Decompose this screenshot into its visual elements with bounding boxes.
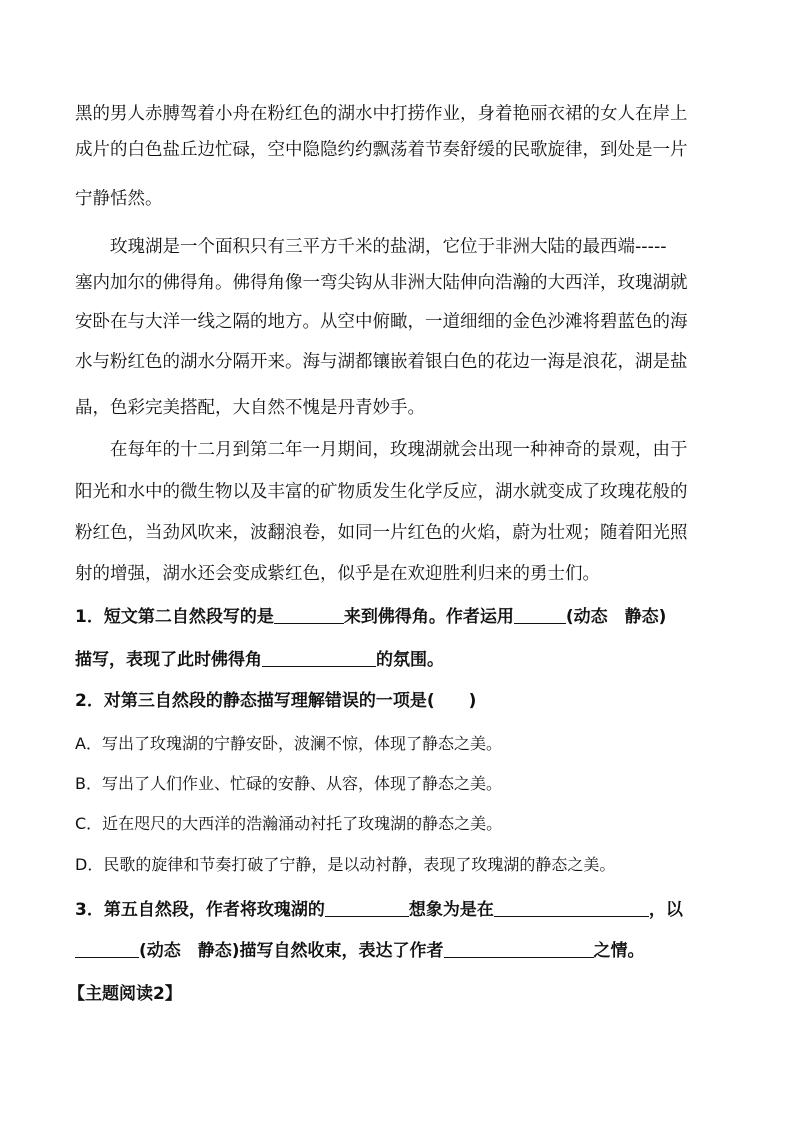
q3-blank-3[interactable] xyxy=(75,939,139,958)
q3-text-a: 3．第五自然段，作者将玫瑰湖的 xyxy=(75,900,325,920)
q3-text-b: 想象为是在 xyxy=(408,900,494,920)
passage-p3-line-3: 粉红色，当劲风吹来，波翻浪卷，如同一片红色的火焰，蔚为壮观；随着阳光照 xyxy=(75,523,688,543)
q2-option-d[interactable]: D．民歌的旋律和节奏打破了宁静，是以动衬静，表现了玫瑰湖的静态之美。 xyxy=(75,855,616,874)
question-3-line-1 xyxy=(75,898,683,922)
q1-text-d: 描写，表现了此时佛得角 xyxy=(75,650,262,670)
q2-option-c[interactable]: C．近在咫尺的大西洋的浩瀚涌动衬托了玫瑰湖的静态之美。 xyxy=(75,814,503,833)
passage-p3-line-4: 射的增强，湖水还会变成紫红色，似乎是在欢迎胜利归来的勇士们。 xyxy=(75,564,600,584)
passage-p2-line-5: 晶，色彩完美搭配，大自然不愧是丹青妙手。 xyxy=(75,398,425,418)
question-2-stem: 2．对第三自然段的静态描写理解错误的一项是( ) xyxy=(75,691,477,711)
passage-p3-line-2: 阳光和水中的微生物以及丰富的矿物质发生化学反应，湖水就变成了玫瑰花般的 xyxy=(75,482,688,502)
q2-option-b[interactable]: B．写出了人们作业、忙碌的安静、从容，体现了静态之美。 xyxy=(75,774,502,793)
q3-text-d: (动态 静态)描写自然收束，表达了作者 xyxy=(139,941,444,961)
q3-blank-2[interactable] xyxy=(494,898,649,917)
passage-p2-line-2: 塞内加尔的佛得角。佛得角像一弯尖钩从非洲大陆伸向浩瀚的大西洋，玫瑰湖就 xyxy=(75,273,688,293)
question-3-line-2 xyxy=(75,939,645,963)
question-1-line-1 xyxy=(75,605,666,629)
q3-blank-4[interactable] xyxy=(444,939,594,958)
passage-p3-line-1: 在每年的十二月到第二年一月期间，玫瑰湖就会出现一种神奇的景观，由于 xyxy=(110,440,688,460)
q2-option-a[interactable]: A．写出了玫瑰湖的宁静安卧，波澜不惊，体现了静态之美。 xyxy=(75,734,502,753)
q3-blank-1[interactable] xyxy=(325,898,409,917)
passage-p2-line-1: 玫瑰湖是一个面积只有三平方千米的盐湖，它位于非洲大陆的最西端----- xyxy=(110,237,667,257)
q3-text-c: ，以 xyxy=(648,900,683,920)
passage-p1-line-2: 成片的白色盐丘边忙碌，空中隐隐约约飘荡着节奏舒缓的民歌旋律，到处是一片 xyxy=(75,140,688,160)
q1-text-b: 来到佛得角。作者运用 xyxy=(343,607,514,627)
passage-p2-line-4: 水与粉红色的湖水分隔开来。海与湖都镶嵌着银白色的花边一海是浪花，湖是盐 xyxy=(75,352,688,372)
q1-text-c: (动态 静态) xyxy=(565,607,667,627)
section-heading: 【主题阅读2】 xyxy=(68,984,182,1004)
q1-blank-1[interactable] xyxy=(274,605,344,624)
q1-text-e: 的氛围。 xyxy=(376,650,444,670)
passage-p1-line-1: 黑的男人赤膊驾着小舟在粉红色的湖水中打捞作业，身着艳丽衣裙的女人在岸上 xyxy=(75,104,688,124)
q1-text-a: 1．短文第二自然段写的是 xyxy=(75,607,274,627)
passage-p2-line-3: 安卧在与大洋一线之隔的地方。从空中俯瞰，一道细细的金色沙滩将碧蓝色的海 xyxy=(75,312,688,332)
q3-text-e: 之情。 xyxy=(593,941,645,961)
q1-blank-2[interactable] xyxy=(514,605,566,624)
passage-p1-line-3: 宁静恬然。 xyxy=(75,189,163,209)
question-1-line-2 xyxy=(75,648,444,672)
q1-blank-3[interactable] xyxy=(262,648,376,667)
